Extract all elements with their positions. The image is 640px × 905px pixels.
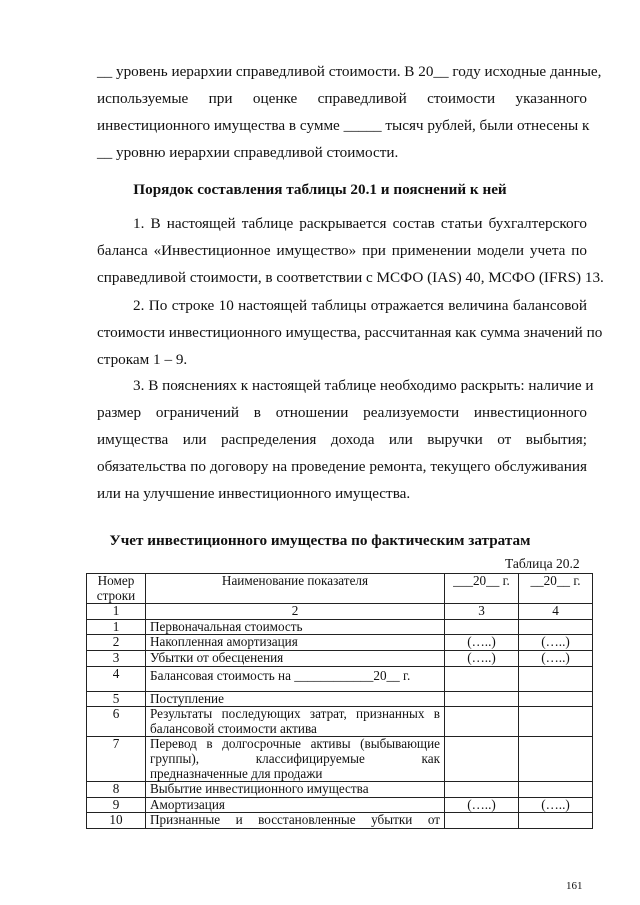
table-title: Учет инвестиционного имущества по фактическим затратам	[109, 532, 531, 549]
row-number: 2	[87, 635, 146, 651]
value-cell	[519, 813, 593, 829]
row-label: Поступление	[146, 691, 445, 707]
paragraph-line: или на улучшение инвестиционного имущества.	[97, 485, 411, 502]
row-number: 5	[87, 691, 146, 707]
row-label: Накопленная амортизация	[146, 635, 445, 651]
paragraph-line: имущества или распределения дохода или выручки от выбытия;	[97, 431, 587, 448]
paragraph-line: размер ограничений в отношении реализуемости инвестиционного	[97, 404, 587, 421]
value-cell	[445, 707, 519, 737]
paragraph-line: обязательства по договору на проведение ремонта, текущего обслуживания	[97, 458, 587, 475]
row-number: 10	[87, 813, 146, 829]
value-cell	[519, 666, 593, 691]
paragraph-line: __ уровню иерархии справедливой стоимости.	[97, 144, 399, 161]
row-label: Убытки от обесценения	[146, 650, 445, 666]
paragraph-line: инвестиционного имущества в сумме _____ тысяч рублей, были отнесены к	[97, 117, 590, 134]
value-cell	[445, 737, 519, 782]
paragraph-line: 1. В настоящей таблице раскрывается состав статьи бухгалтерского	[133, 215, 587, 232]
table-row	[87, 691, 593, 707]
value-cell	[445, 782, 519, 798]
paragraph-line: строкам 1 – 9.	[97, 351, 188, 368]
table-row	[87, 619, 593, 635]
row-label	[146, 707, 445, 737]
table-row	[87, 650, 593, 666]
header-cell: ___20__ г.	[445, 574, 519, 604]
value-cell	[519, 707, 593, 737]
paragraph-line: стоимости инвестиционного имущества, рассчитанная как сумма значений по	[97, 324, 603, 341]
paragraph-line: используемые при оценке справедливой стоимости указанного	[97, 90, 587, 107]
value-cell: (…..)	[519, 650, 593, 666]
value-cell	[519, 782, 593, 798]
section-heading: Порядок составления таблицы 20.1 и пояснений к ней	[133, 181, 507, 198]
row-number: 3	[87, 650, 146, 666]
table-cell: 3	[445, 604, 519, 620]
value-cell: (…..)	[445, 797, 519, 813]
row-number: 6	[87, 707, 146, 737]
table-cell: 2	[146, 604, 445, 620]
paragraph-line: __ уровень иерархии справедливой стоимости. В 20__ году исходные данные,	[97, 63, 602, 80]
paragraph-line: баланса «Инвестиционное имущество» при применении модели учета по	[97, 242, 587, 259]
value-cell	[519, 691, 593, 707]
table-cell: 1	[87, 604, 146, 620]
value-cell	[445, 813, 519, 829]
row-number: 1	[87, 619, 146, 635]
row-label: Балансовая стоимость на ____________20__ г.	[146, 666, 445, 691]
header-cell: __20__ г.	[519, 574, 593, 604]
value-cell	[445, 691, 519, 707]
header-cell: Номер строки	[87, 574, 146, 604]
value-cell: (…..)	[445, 650, 519, 666]
table-row	[87, 635, 593, 651]
column-number-row	[87, 604, 593, 620]
row-label-line: балансовой стоимости актива	[150, 720, 317, 736]
table-header-row	[87, 574, 593, 604]
value-cell	[519, 737, 593, 782]
row-number: 9	[87, 797, 146, 813]
table-row	[87, 707, 593, 737]
table-row	[87, 813, 593, 829]
row-label-line: предназначенные для продажи	[150, 765, 323, 781]
paragraph-line: 3. В пояснениях к настоящей таблице необходимо раскрыть: наличие и	[133, 377, 594, 394]
value-cell	[445, 666, 519, 691]
table-row	[87, 782, 593, 798]
row-number: 7	[87, 737, 146, 782]
table-row	[87, 797, 593, 813]
value-cell: (…..)	[445, 635, 519, 651]
page-number: 161	[566, 880, 583, 892]
row-label-line: Перевод в долгосрочные активы (выбывающие	[150, 736, 440, 752]
row-label: Первоначальная стоимость	[146, 619, 445, 635]
table-number: Таблица 20.2	[505, 556, 580, 571]
row-number: 8	[87, 782, 146, 798]
paragraph-line: 2. По строке 10 настоящей таблицы отражается величина балансовой	[133, 297, 587, 314]
investment-property-table	[86, 573, 593, 829]
row-label: Амортизация	[146, 797, 445, 813]
row-label-line: группы), классифицируемые как	[150, 750, 440, 766]
value-cell	[445, 619, 519, 635]
value-cell	[519, 619, 593, 635]
table-row	[87, 666, 593, 691]
paragraph-line: справедливой стоимости, в соответствии с МСФО (IAS) 40, МСФО (IFRS) 13.	[97, 269, 604, 286]
header-cell: Наименование показателя	[146, 574, 445, 604]
row-label	[146, 737, 445, 782]
table-row	[87, 737, 593, 782]
value-cell: (…..)	[519, 635, 593, 651]
row-label: Выбытие инвестиционного имущества	[146, 782, 445, 798]
row-number: 4	[87, 666, 146, 691]
value-cell: (…..)	[519, 797, 593, 813]
row-label-line: Результаты последующих затрат, признанных в	[150, 706, 440, 722]
table-cell: 4	[519, 604, 593, 620]
row-label: Признанные и восстановленные убытки от	[146, 813, 445, 829]
